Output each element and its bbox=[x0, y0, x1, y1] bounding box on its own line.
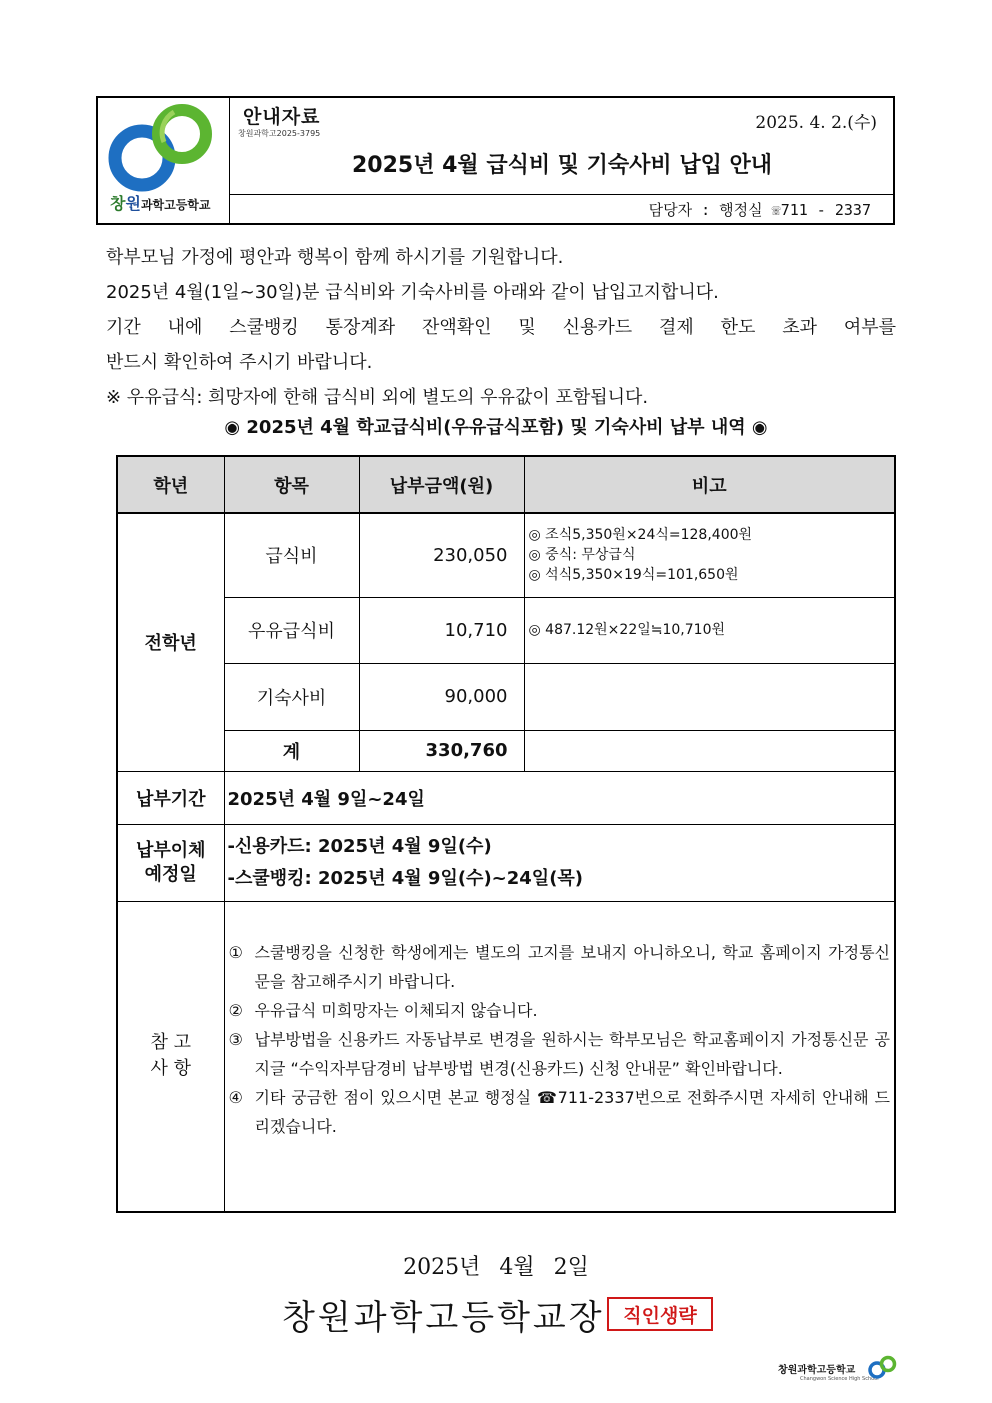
col-header-remarks: 비고 bbox=[524, 456, 895, 513]
official-seal-stamp: 직인생략 bbox=[607, 1297, 713, 1331]
transfer-line: -신용카드: 2025년 4월 9일(수) bbox=[227, 835, 492, 857]
remarks-cell bbox=[524, 730, 895, 771]
intro-line: ※ 우유급식: 희망자에 한해 급식비 외에 별도의 우유값이 포함됩니다. bbox=[106, 387, 649, 408]
transfer-line: -스쿨뱅킹: 2025년 4월 9일(수)~24일(목) bbox=[227, 867, 584, 889]
reference-item bbox=[229, 1025, 891, 1083]
amount-cell: 230,050 bbox=[359, 513, 524, 597]
document-date: 2025. 4. 2.(수) bbox=[755, 113, 877, 133]
school-emblem-icon bbox=[102, 102, 224, 194]
item-cell: 기숙사비 bbox=[224, 663, 359, 730]
amount-cell: 90,000 bbox=[359, 663, 524, 730]
contact-info: 담당자 : 행정실 ☏711 - 2337 bbox=[648, 201, 871, 219]
reference-item bbox=[229, 938, 891, 996]
logo-school-name: 창원과학고등학교 bbox=[110, 194, 211, 213]
reference-item bbox=[229, 996, 891, 1025]
amount-cell: 10,710 bbox=[359, 597, 524, 663]
references-content bbox=[224, 901, 895, 1212]
fee-table bbox=[116, 455, 896, 1213]
reference-number: ④ bbox=[228, 1087, 243, 1107]
remark-line: ◎ 조식5,350원×24식=128,400원 bbox=[528, 527, 753, 544]
grade-cell: 전학년 bbox=[117, 513, 224, 771]
references-label-line: 사 항 bbox=[150, 1058, 191, 1080]
remark-line: ◎ 487.12원×22일≒10,710원 bbox=[528, 622, 725, 638]
reference-item bbox=[229, 1083, 891, 1141]
references-label-line: 참 고 bbox=[150, 1032, 191, 1054]
document-number: 창원과학고2025-3795 bbox=[238, 129, 321, 138]
reference-text: 스쿨뱅킹을 신청한 학생에게는 별도의 고지를 보내지 아니하오니, 학교 홈페이지 가정통신문을 참고해주시기 바랍니다. bbox=[254, 942, 890, 991]
school-emblem-icon bbox=[866, 1355, 898, 1379]
total-row bbox=[117, 730, 895, 771]
table-row bbox=[117, 663, 895, 730]
transfer-date-value bbox=[224, 824, 895, 901]
school-logo bbox=[98, 98, 230, 223]
intro-line: 기간 내에 스쿨뱅킹 통장계좌 잔액확인 및 신용카드 결제 한도 초과 여부를 bbox=[106, 317, 896, 338]
reference-text: 납부방법을 신용카드 자동납부로 변경을 원하시는 학부모님은 학교홈페이지 가정통신문 공지글 “수익자부담경비 납부방법 변경(신용카드) 신청 안내문” 확인바랍니다. bbox=[254, 1029, 890, 1078]
payment-period-value: 2025년 4월 9일~24일 bbox=[224, 771, 895, 824]
col-header-grade: 학년 bbox=[117, 456, 224, 513]
intro-text bbox=[106, 240, 896, 415]
remarks-cell bbox=[524, 597, 895, 663]
table-row bbox=[117, 513, 895, 597]
remark-line: ◎ 중식: 무상급식 bbox=[528, 547, 636, 564]
remarks-cell bbox=[524, 663, 895, 730]
item-cell: 급식비 bbox=[224, 513, 359, 597]
table-row bbox=[117, 597, 895, 663]
remark-line: ◎ 석식5,350×19식=101,650원 bbox=[528, 567, 739, 584]
reference-text: 기타 궁금한 점이 있으시면 본교 행정실 ☎711-2337번으로 전화주시면 자세히 안내해 드리겠습니다. bbox=[254, 1087, 890, 1136]
item-cell: 우유급식비 bbox=[224, 597, 359, 663]
footer-date: 2025년 4월 2일 bbox=[403, 1255, 589, 1280]
reference-number: ③ bbox=[228, 1029, 243, 1049]
col-header-amount: 납부금액(원) bbox=[359, 456, 524, 513]
document-kind: 안내자료 bbox=[243, 106, 321, 128]
reference-number: ② bbox=[228, 1000, 243, 1020]
reference-text: 우유급식 미희망자는 이체되지 않습니다. bbox=[254, 1000, 538, 1020]
payment-period-row bbox=[117, 771, 895, 824]
footer-logo-name: 창원과학고등학교 bbox=[778, 1365, 856, 1376]
logo-name-rest: 과학고등학교 bbox=[140, 198, 211, 212]
references-row bbox=[117, 901, 895, 1212]
intro-line: 반드시 확인하여 주시기 바랍니다. bbox=[106, 352, 373, 373]
col-header-item: 항목 bbox=[224, 456, 359, 513]
reference-number: ① bbox=[228, 942, 243, 962]
references-label bbox=[117, 901, 224, 1212]
document-header bbox=[96, 96, 895, 225]
divider bbox=[229, 194, 895, 195]
transfer-label-line: 납부이체 bbox=[135, 839, 206, 861]
transfer-date-label bbox=[117, 824, 224, 901]
intro-line: 2025년 4월(1일~30일)분 급식비와 기숙사비를 아래와 같이 납입고지합니다. bbox=[106, 282, 719, 303]
document-title: 2025년 4월 급식비 및 기숙사비 납입 안내 bbox=[351, 153, 773, 178]
references-list bbox=[229, 902, 891, 1141]
principal-name: 창원과학고등학교장 bbox=[282, 1298, 605, 1338]
payment-period-label: 납부기간 bbox=[117, 771, 224, 824]
total-amount: 330,760 bbox=[359, 730, 524, 771]
intro-line: 학부모님 가정에 평안과 행복이 함께 하시기를 기원합니다. bbox=[106, 247, 564, 268]
transfer-label-line: 예정일 bbox=[144, 863, 197, 885]
remarks-cell bbox=[524, 513, 895, 597]
transfer-date-row bbox=[117, 824, 895, 901]
total-label: 계 bbox=[224, 730, 359, 771]
table-title: ◉ 2025년 4월 학교급식비(우유급식포함) 및 기숙사비 납부 내역 ◉ bbox=[224, 417, 768, 438]
footer-logo-english: Changwon Science High School bbox=[800, 1376, 879, 1382]
